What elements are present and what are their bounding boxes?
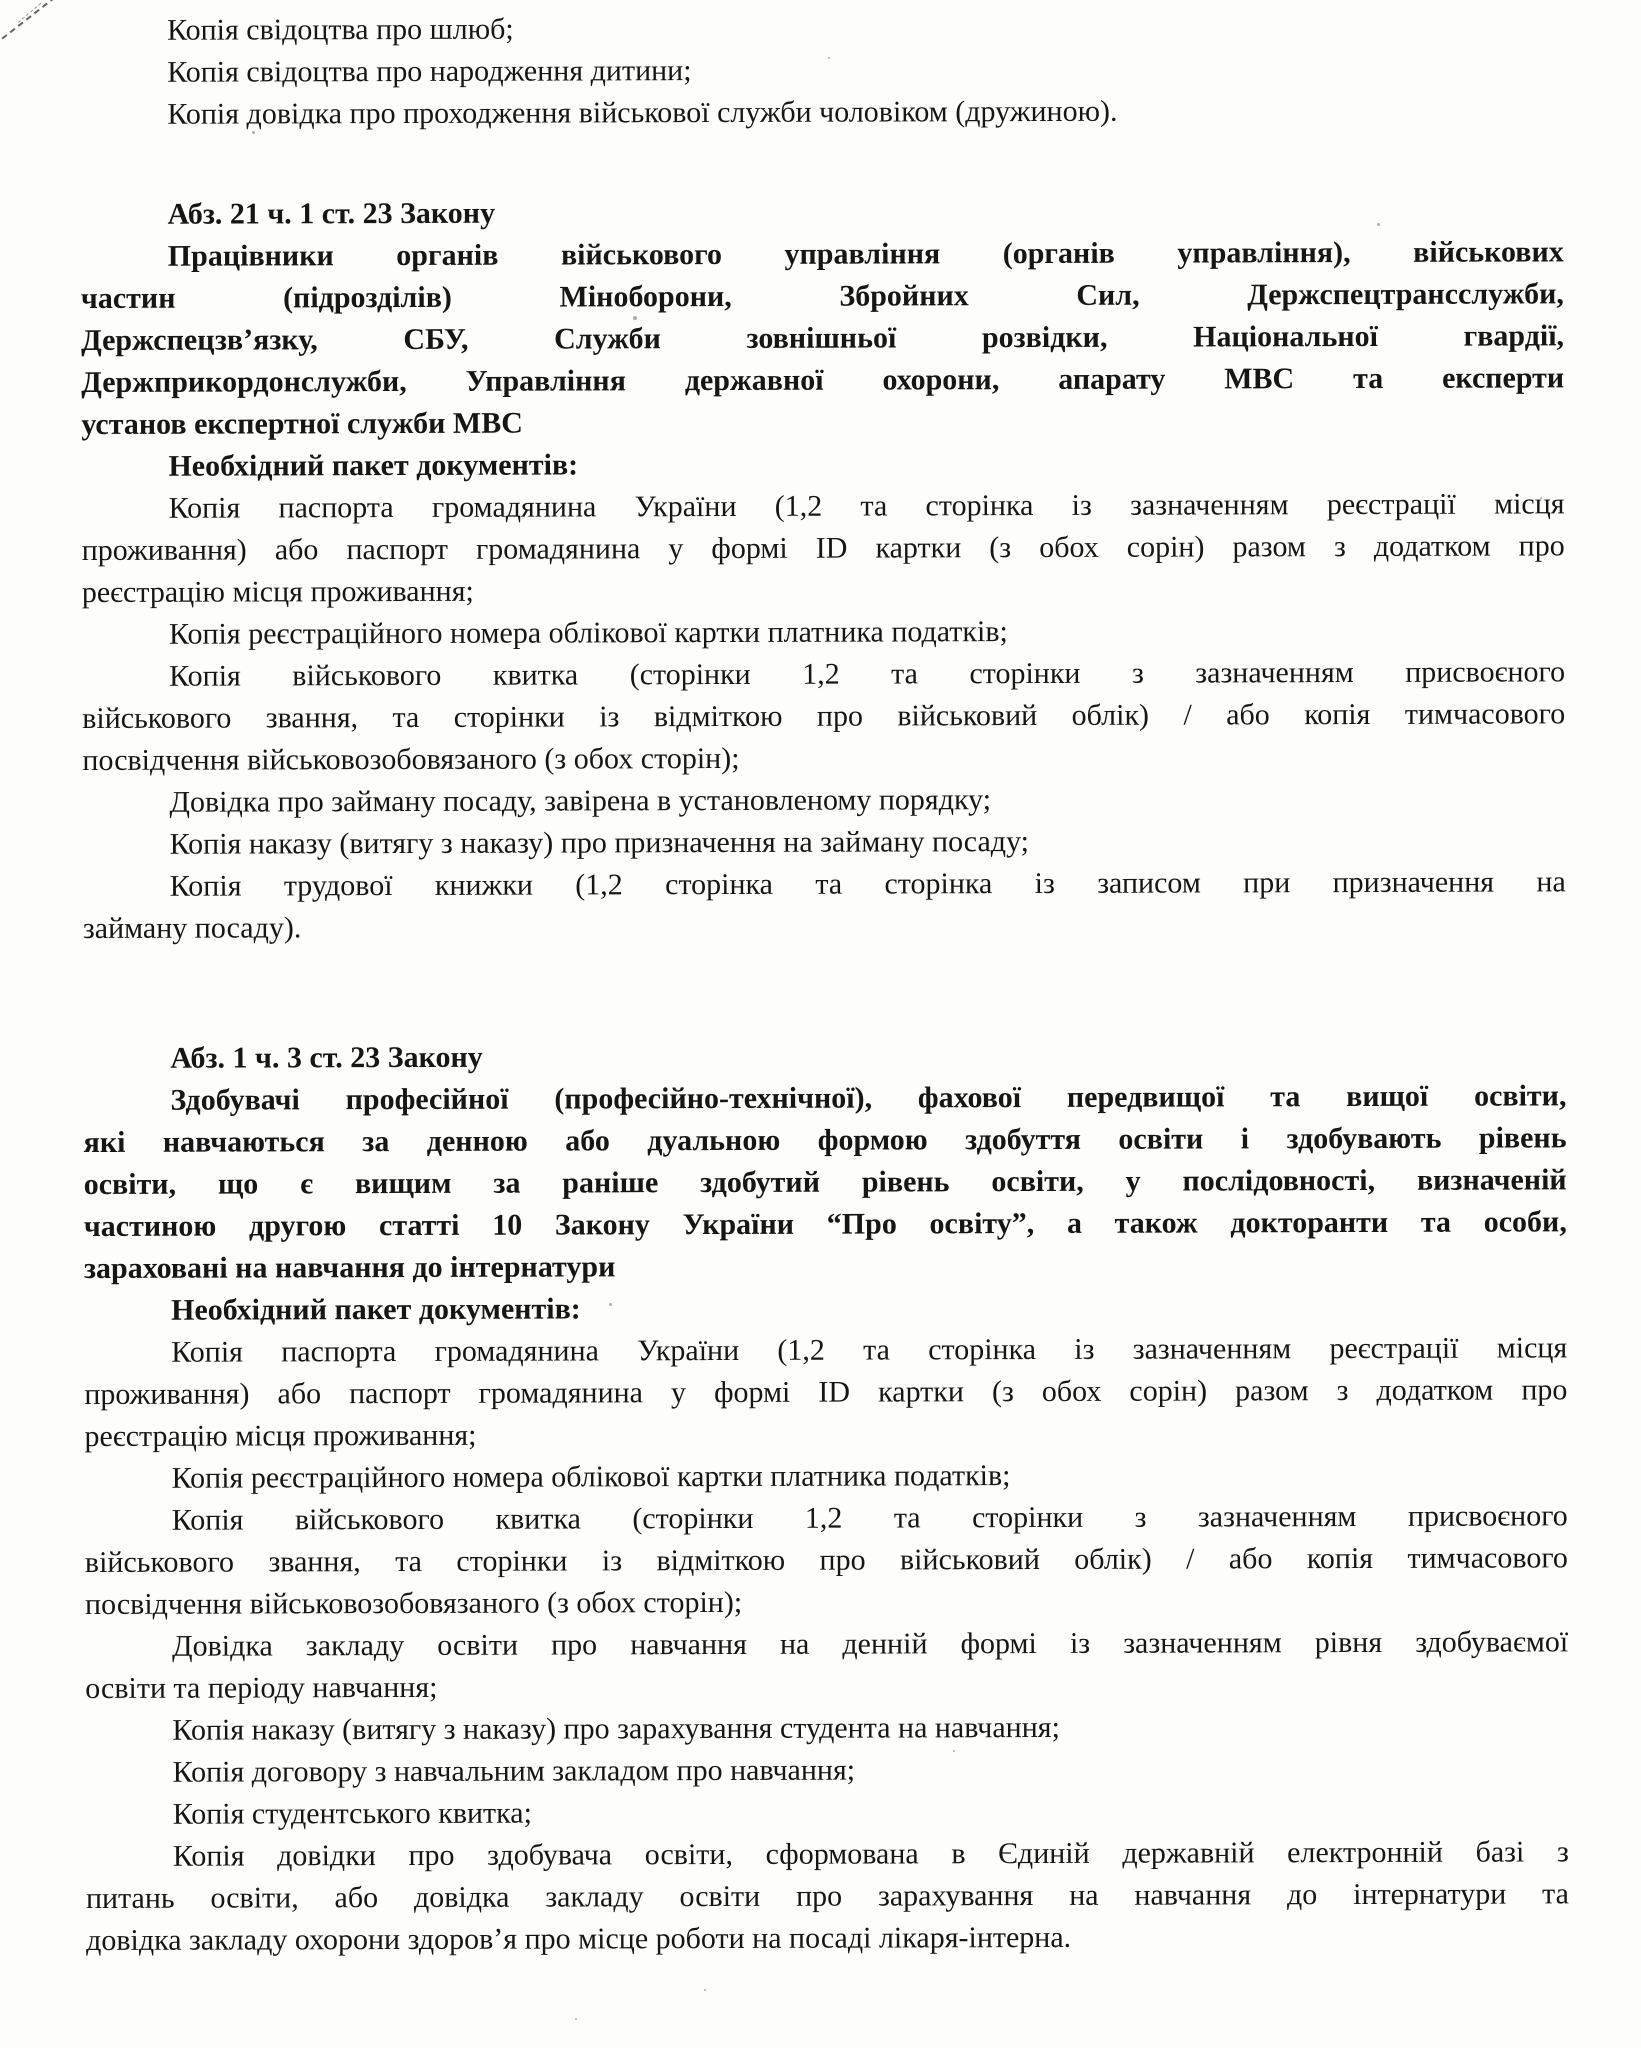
text-line: Працівники органів військового управління (органів управління), військових (167, 235, 1564, 273)
document-content (80, 5, 1569, 1962)
text-line: довідка закладу охорони здоров’я про місце роботи на посаді лікаря-інтерна. (86, 1920, 1072, 1957)
text-line: Абз. 21 ч. 1 ст. 23 Закону (167, 196, 496, 231)
bold-paragraph (83, 1033, 1566, 1080)
paragraph (83, 819, 1566, 866)
bold-paragraph (81, 441, 1564, 488)
text-line: Копія довідки про здобувача освіти, сформована в Єдиній державній електронній базі з (172, 1835, 1569, 1873)
text-line: військового звання, та сторінки із відміткою про військовий облік) / або копія тимчасового (84, 1541, 1568, 1579)
text-line: Копія наказу (витягу з наказу) про зарахування студента на навчання; (172, 1710, 1060, 1747)
text-line: Копія наказу (витягу з наказу) про призначення на займану посаду; (169, 825, 1030, 861)
scan-speck (828, 57, 830, 59)
paragraph (85, 1453, 1568, 1500)
text-line: посвідчення військовозобовязаного (з обох сторін); (82, 741, 740, 777)
scan-speck (953, 1750, 955, 1752)
text-line: військового звання, та сторінки із відміткою про військовий облік) / або копія тимчасового (82, 697, 1566, 735)
scan-speck (575, 2018, 577, 2020)
text-line: які навчаються за денною або дуальною формою здобуття освіти і здобувають рівень (83, 1121, 1567, 1159)
text-line: Держприкордонслужби, Управління державної охорони, апарату МВС та експерти (81, 361, 1565, 399)
text-line: Держспецзв’язку, СБУ, Служби зовнішньої розвідки, Національної гвардії, (80, 319, 1565, 357)
scan-speck (1540, 497, 1542, 499)
text-line: Копія реєстраційного номера облікової картки платника податків; (171, 1459, 1011, 1495)
paragraph (85, 1495, 1568, 1626)
text-line: Необхідний пакет документів: (171, 1292, 581, 1327)
text-line: освіти, що є вищим за раніше здобутий рівень освіти, у послідовності, визначеній (83, 1163, 1567, 1201)
scan-speck (252, 131, 255, 134)
text-line: реєстрацію місця проживання; (81, 574, 474, 609)
text-line: посвідчення військовозобовязаного (з обох сторін); (84, 1585, 743, 1621)
text-line: Абз. 1 ч. 3 ст. 23 Закону (170, 1040, 483, 1075)
text-line: Довідка закладу освіти про навчання на денній формі із зазначенням рівня здобуваємої (172, 1625, 1569, 1663)
text-line: установ експертної служби МВС (81, 406, 523, 441)
paragraph (84, 1327, 1567, 1458)
text-line: Копія військового квитка (сторінки 1,2 та сторінки з зазначенням присвоєного (169, 655, 1566, 693)
paragraph (82, 483, 1565, 614)
paragraph (82, 777, 1565, 824)
paragraph (85, 1705, 1568, 1752)
text-line: питань освіти, або довідка закладу освіти про зарахування на навчання до інтернатури та (85, 1877, 1569, 1915)
paragraph (82, 651, 1565, 782)
text-line: частин (підрозділів) Міноборони, Збройних Сил, Держспецтрансслужби, (80, 277, 1564, 315)
text-line: проживання) або паспорт громадянина у формі ID картки (з обох сорін) разом з додатком про (84, 1373, 1568, 1411)
paragraph (85, 1747, 1568, 1794)
paragraph (80, 89, 1563, 136)
text-line: займану посаду). (82, 911, 302, 945)
bold-paragraph (83, 1075, 1567, 1290)
text-line: Копія договору з навчальним закладом про навчання; (172, 1753, 856, 1789)
scan-scratch-artifact (0, 0, 64, 46)
text-line: Копія реєстраційного номера облікової картки платника податків; (168, 615, 1008, 651)
text-line: Здобувачі професійної (професійно-технічної), фахової передвищої та вищої освіти, (170, 1079, 1567, 1117)
text-line: освіти та періоду навчання; (85, 1670, 438, 1705)
paragraph (82, 609, 1565, 656)
scan-scratch-artifact-2 (18, 3, 42, 23)
scan-speck (633, 316, 637, 320)
scan-speck (1377, 223, 1380, 226)
text-line: реєстрацію місця проживання; (84, 1418, 477, 1453)
text-line: Копія паспорта громадянина України (1,2 та сторінка із зазначенням реєстрації місця (168, 487, 1565, 525)
text-line: проживання) або паспорт громадянина у формі ID картки (з обох сорін) разом з додатком про (81, 529, 1565, 567)
scan-speck (704, 1989, 706, 1991)
paragraph (80, 5, 1563, 52)
bold-paragraph (84, 1285, 1567, 1332)
text-line: Копія студентського квитка; (172, 1796, 532, 1831)
text-line: Необхідний пакет документів: (168, 448, 579, 483)
text-line: Копія довідка про проходження військової служби чоловіком (дружиною). (167, 94, 1118, 131)
text-line: Довідка про займану посаду, завірена в установленому порядку; (169, 783, 992, 819)
paragraph (86, 1831, 1569, 1962)
paragraph (85, 1621, 1568, 1710)
text-line: Копія трудової книжки (1,2 сторінка та сторінка із записом при призначення на (169, 865, 1566, 903)
text-line: Копія паспорта громадянина України (1,2 та сторінка із зазначенням реєстрації місця (171, 1331, 1568, 1369)
bold-paragraph (81, 189, 1564, 236)
text-line: зараховані на навчання до інтернатури (83, 1250, 616, 1285)
text-line: Копія свідоцтва про шлюб; (167, 12, 514, 47)
paragraph (80, 47, 1563, 94)
text-line: Копія військового квитка (сторінки 1,2 та сторінки з зазначенням присвоєного (171, 1499, 1568, 1537)
scan-speck (609, 1303, 612, 1306)
text-line: частиною другою статті 10 Закону України “Про освіту”, а також докторанти та особи, (83, 1205, 1567, 1243)
bold-paragraph (81, 231, 1565, 446)
paragraph (86, 1789, 1569, 1836)
paragraph (83, 861, 1566, 950)
text-line: Копія свідоцтва про народження дитини; (167, 54, 692, 89)
